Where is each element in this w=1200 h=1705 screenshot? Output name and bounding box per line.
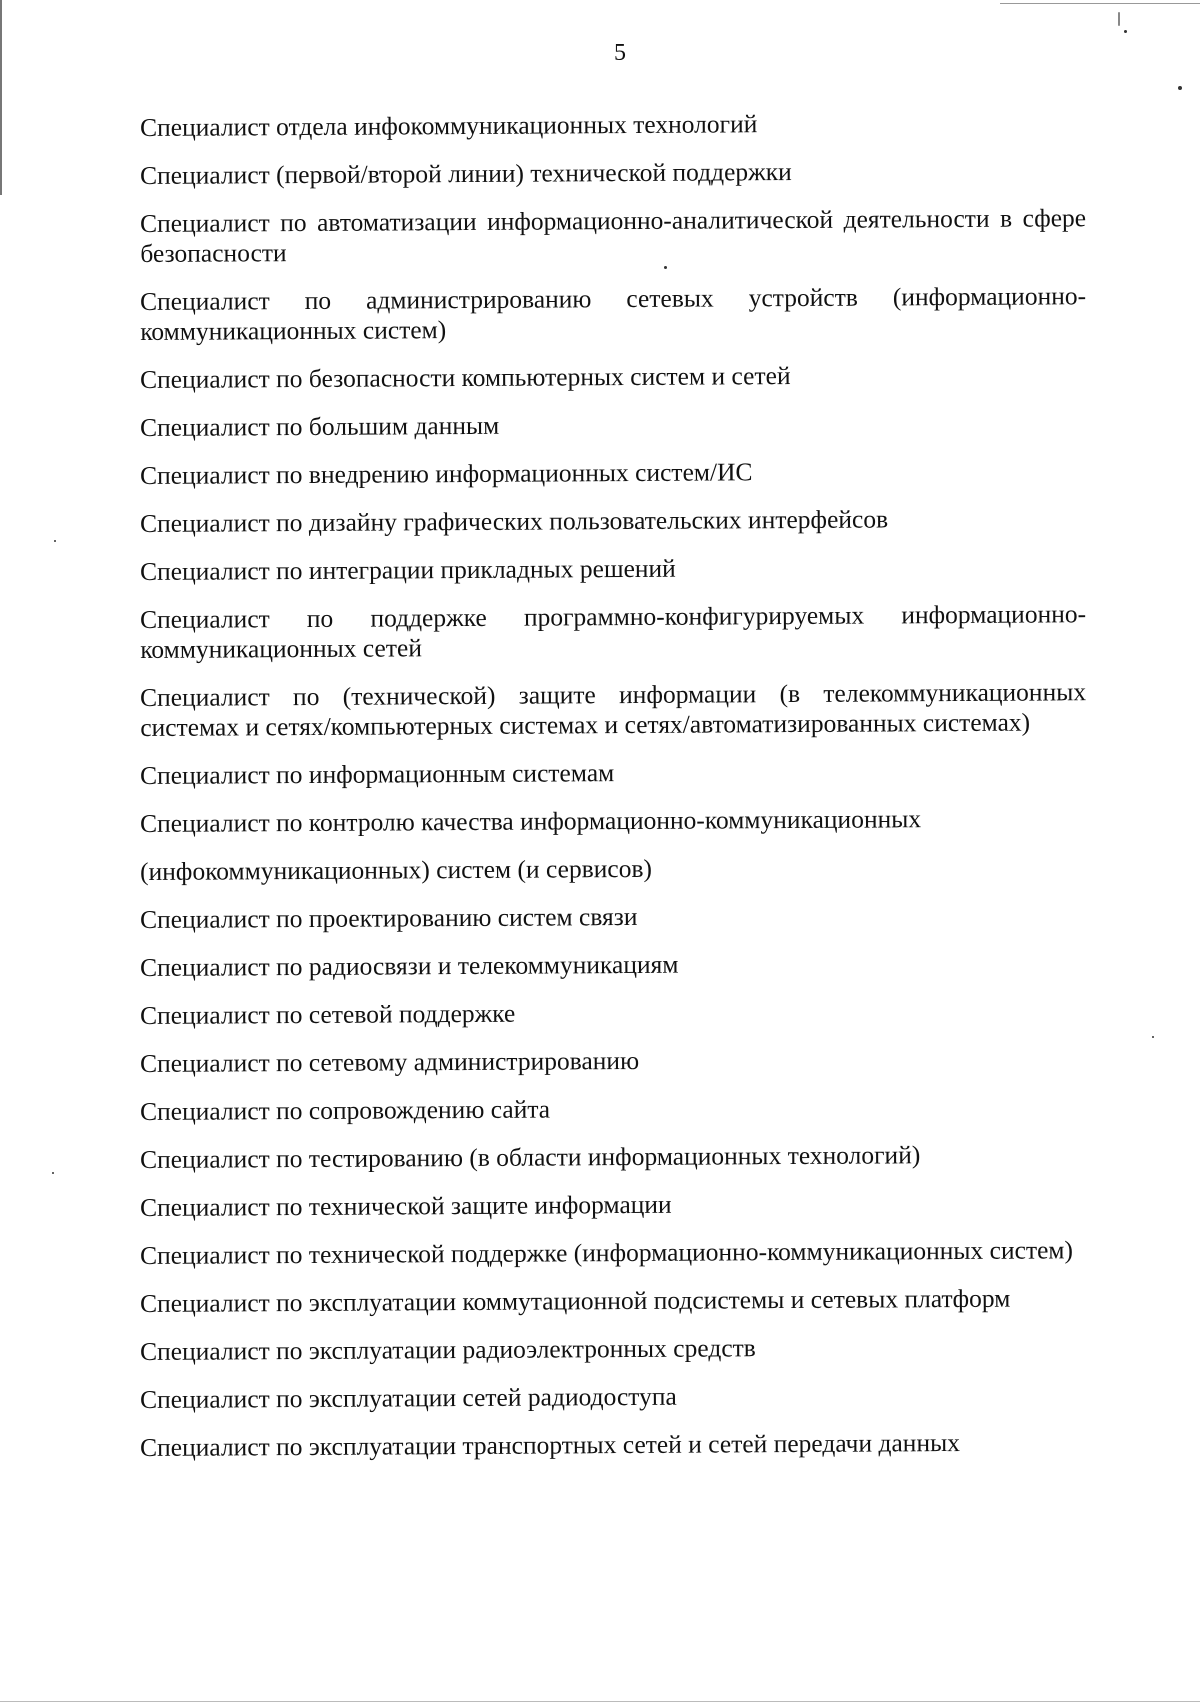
list-item: Специалист по сетевому администрированию <box>140 1045 640 1078</box>
scan-edge-top <box>1000 3 1200 4</box>
list-item: Специалист (первой/второй линии) технической поддержки <box>140 157 792 190</box>
list-item: Специалист по эксплуатации транспортных сетей и сетей передачи данных <box>140 1427 961 1462</box>
list-item: Специалист по сопровождению сайта <box>140 1094 551 1126</box>
list-item: Специалист по большим данным <box>140 410 500 442</box>
list-item: Специалист по дизайну графических пользовательских интерфейсов <box>140 504 889 538</box>
list-item: Специалист по (технической) защите информации (в телекоммуникационных системах и сетях/компьютерных системах и сетях/автоматизированных системах) <box>140 677 1087 742</box>
list-item: Специалист по администрированию сетевых устройств (информационно-коммуникационных систем) <box>140 281 1087 346</box>
list-item: Специалист по контролю качества информационно-коммуникационных <box>140 804 922 838</box>
list-item: Специалист по безопасности компьютерных систем и сетей <box>140 361 791 394</box>
scan-edge-left <box>0 0 2 195</box>
scan-speck <box>1118 12 1120 26</box>
scan-edge-bottom <box>0 1701 1200 1702</box>
page-number: 5 <box>614 40 626 66</box>
list-item: Специалист по сетевой поддержке <box>140 998 516 1030</box>
list-item: Специалист отдела инфокоммуникационных технологий <box>140 109 758 142</box>
list-item: Специалист по технической поддержке (информационно-коммуникационных систем) <box>140 1235 1074 1270</box>
list-item: Специалист по эксплуатации радиоэлектронных средств <box>140 1333 756 1366</box>
position-list <box>140 109 1087 1481</box>
scan-speck <box>1152 1036 1154 1038</box>
list-item: Специалист по радиосвязи и телекоммуникациям <box>140 949 679 982</box>
list-item: Специалист по эксплуатации сетей радиодоступа <box>140 1381 677 1414</box>
list-item: Специалист по эксплуатации коммутационной подсистемы и сетевых платформ <box>140 1283 1011 1318</box>
list-item: Специалист по поддержке программно-конфигурируемых информационно-коммуникационных сетей <box>140 599 1087 664</box>
list-item: Специалист по внедрению информационных систем/ИС <box>140 457 753 490</box>
scan-speck <box>54 540 56 542</box>
list-item: Специалист по проектированию систем связи <box>140 901 638 934</box>
scan-speck <box>1178 86 1182 90</box>
scan-speck <box>52 1172 54 1174</box>
list-item: (инфокоммуникационных) систем (и сервисов) <box>140 853 653 886</box>
list-item: Специалист по автоматизации информационно-аналитической деятельности в сфере безопасности <box>140 203 1087 268</box>
list-item: Специалист по информационным системам <box>140 758 615 790</box>
list-item: Специалист по тестированию (в области информационных технологий) <box>140 1140 921 1174</box>
list-item: Специалист по интеграции прикладных решений <box>140 553 676 586</box>
list-item: Специалист по технической защите информации <box>140 1189 672 1222</box>
scan-speck <box>1124 30 1127 33</box>
